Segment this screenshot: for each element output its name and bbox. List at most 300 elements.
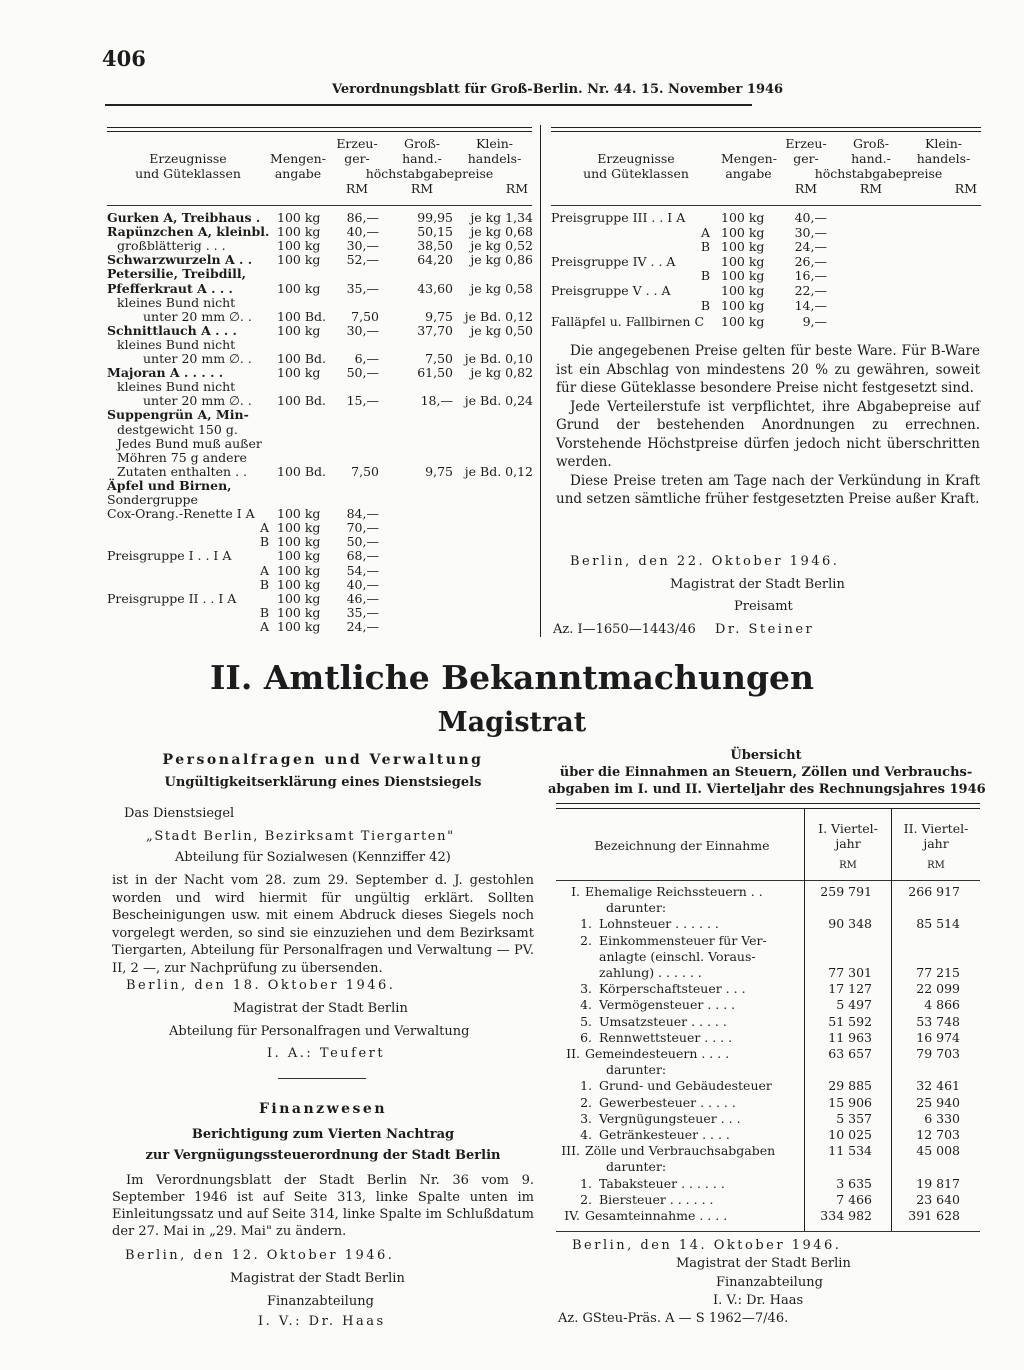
cell-q2: 16 974 <box>916 1029 960 1045</box>
cell-wholesale-price: 18,— <box>420 393 453 409</box>
cell-number: 1. <box>580 916 592 932</box>
table-row <box>556 1096 980 1110</box>
cell-q2: 23 640 <box>916 1191 960 1207</box>
col-header-span: höchstabgabepreise <box>365 166 494 181</box>
finanz-heading: Finanzwesen <box>258 1101 388 1117</box>
page-header: Verordnungsblatt für Groß-Berlin. Nr. 44. 15. November 1946 <box>332 82 784 97</box>
personal-body <box>112 872 534 977</box>
note-paragraph: Diese Preise treten am Tage nach der Verkündung in Kraft und setzen sämtliche früher festgesetzten Preise außer Kraft. <box>556 472 980 507</box>
cell-wholesale-price: 38,50 <box>417 238 453 254</box>
cell-producer-price: 46,— <box>346 590 379 606</box>
cell-number: 1. <box>580 1175 592 1191</box>
cell-label: anlagte (einschl. Voraus- <box>599 949 756 964</box>
table-row <box>556 917 980 931</box>
cell-quantity: 100 Bd. <box>277 351 326 366</box>
signature-dept: Abteilung für Personalfragen und Verwaltung <box>169 1024 470 1039</box>
table-row <box>107 465 537 479</box>
cell-product: kleines Bund nicht <box>117 379 236 395</box>
date-line: Berlin, den 22. Oktober 1946. <box>570 554 840 569</box>
cell-product: unter 20 mm ∅. . <box>143 351 252 366</box>
cell-product: destgewicht 150 g. <box>117 421 238 437</box>
rule <box>556 808 980 809</box>
cell-producer-price: 30,— <box>346 238 379 254</box>
table-row <box>107 338 537 352</box>
col-header-producer: Erzeu- ger- <box>785 136 827 166</box>
cell-product: B <box>700 297 710 313</box>
cell-q1: 77 301 <box>828 965 872 980</box>
right-table-top-rule <box>551 127 981 128</box>
finanz-sub1: Berichtigung zum Vierten Nachtrag <box>191 1127 455 1142</box>
table-row <box>556 1193 980 1207</box>
cell-label: Ehemalige Reichssteuern . . <box>585 885 763 899</box>
note-paragraph: Jede Verteilerstufe ist verpflichtet, ihre Abgabepreise auf Grund der bestehenden Anordnungen zu errechnen. Vorstehende Höchstpreise dürfen jedoch nicht überschritten werden. <box>556 398 980 470</box>
cell-quantity: 100 kg <box>277 224 321 240</box>
cell-label: darunter: <box>606 1160 667 1175</box>
date-line: Berlin, den 14. Oktober 1946. <box>572 1238 842 1253</box>
cell-wholesale-price: 43,60 <box>417 280 453 296</box>
reference-number: Az. GSteu-Präs. A — S 1962—7/46. <box>558 1311 789 1326</box>
cell-label: Biersteuer . . . . . . <box>599 1192 714 1207</box>
col-header-retail: Klein- handels- <box>916 136 971 166</box>
cell-product: Äpfel und Birnen, <box>107 477 232 493</box>
cell-retail-price: je Bd. 0,10 <box>464 351 533 366</box>
cell-retail-price: je kg 0,58 <box>470 280 533 296</box>
divider <box>278 1078 366 1079</box>
cell-product: großblätterig . . . <box>117 238 226 254</box>
cell-producer-price: 9,— <box>802 314 827 330</box>
cell-quantity: 100 kg <box>277 210 321 225</box>
cell-quantity: 100 kg <box>721 224 765 240</box>
table-row <box>551 255 981 269</box>
cell-quantity: 100 kg <box>721 297 765 313</box>
rule <box>556 880 980 881</box>
cell-product: Preisgruppe V . . A <box>551 283 671 298</box>
rule <box>556 803 980 804</box>
cell-producer-price: 30,— <box>794 224 827 240</box>
cell-number: 2. <box>580 1191 592 1207</box>
cell-quantity: 100 kg <box>277 322 321 338</box>
cell-number: 2. <box>580 1094 592 1110</box>
table-row <box>551 315 981 329</box>
section-subtitle: Magistrat <box>437 707 587 738</box>
cell-label: darunter: <box>606 901 667 916</box>
table-row <box>107 507 537 521</box>
cell-q1: 334 982 <box>820 1208 872 1223</box>
cell-product: Preisgruppe II . . I A <box>107 590 237 606</box>
cell-product: Preisgruppe IV . . A <box>551 253 676 269</box>
cell-retail-price: je kg 0,50 <box>470 322 533 338</box>
cell-q2: 391 628 <box>908 1208 960 1223</box>
table-row <box>556 982 980 996</box>
cell-q1: 11 963 <box>828 1029 872 1045</box>
cell-retail-price: je kg 0,82 <box>470 365 533 381</box>
table-row <box>107 296 537 310</box>
cell-number: 5. <box>580 1013 592 1029</box>
table-row <box>107 282 537 296</box>
table-row <box>556 998 980 1012</box>
cell-product: Preisgruppe I . . I A <box>107 548 232 564</box>
cell-quantity: 100 kg <box>277 534 321 550</box>
cell-retail-price: je Bd. 0,12 <box>464 308 533 324</box>
column-divider <box>540 125 541 637</box>
cell-q1: 29 885 <box>828 1078 872 1094</box>
cell-q2: 4 866 <box>924 997 960 1013</box>
section-title: II. Amtliche Bekanntmachungen <box>209 658 815 697</box>
cell-label: darunter: <box>606 1063 667 1078</box>
cell-quantity: 100 Bd. <box>277 463 326 479</box>
cell-retail-price: je kg 0,68 <box>470 224 533 240</box>
table-row <box>107 211 537 225</box>
cell-wholesale-price: 9,75 <box>425 463 453 479</box>
cell-number: 3. <box>580 981 592 997</box>
table-row <box>556 1015 980 1029</box>
cell-number: 2. <box>580 932 592 948</box>
cell-producer-price: 16,— <box>794 268 827 284</box>
overview-title: Übersicht <box>730 748 802 763</box>
col-header-q2: II. Viertel- jahr <box>903 821 969 851</box>
cell-product: Möhren 75 g andere <box>117 449 247 465</box>
cell-product: B <box>259 534 269 550</box>
cell-producer-price: 52,— <box>346 252 379 268</box>
cell-producer-price: 7,50 <box>351 308 379 324</box>
cell-quantity: 100 kg <box>721 314 765 330</box>
cell-label: zahlung) . . . . . . <box>599 966 702 980</box>
cell-product: Schnittlauch A . . . <box>107 322 237 338</box>
cell-product: A <box>259 562 269 578</box>
personal-heading: Personalfragen und Verwaltung <box>162 752 484 768</box>
table-row <box>556 901 980 915</box>
cell-q1: 15 906 <box>828 1094 872 1110</box>
table-row <box>107 606 537 620</box>
cell-q1: 63 657 <box>828 1046 872 1061</box>
table-row <box>556 1047 980 1061</box>
cell-label: Gemeindesteuern . . . . <box>585 1047 730 1061</box>
cell-product: unter 20 mm ∅. . <box>143 393 252 409</box>
cell-wholesale-price: 37,70 <box>417 322 453 338</box>
cell-producer-price: 7,50 <box>351 463 379 479</box>
table-row <box>107 267 537 281</box>
cell-producer-price: 86,— <box>346 210 379 225</box>
cell-producer-price: 26,— <box>794 253 827 269</box>
cell-product: Sondergruppe <box>107 492 198 507</box>
col-unit: RM <box>954 181 977 196</box>
table-row <box>107 423 537 437</box>
seal-intro: Das Dienstsiegel <box>124 806 235 821</box>
overview-title-3: abgaben im I. und II. Vierteljahr des Rechnungsjahres 1946 <box>548 782 986 797</box>
cell-label: Lohnsteuer . . . . . . <box>599 917 719 932</box>
cell-number: III. <box>561 1143 580 1159</box>
cell-product: A <box>259 520 269 536</box>
cell-q2: 19 817 <box>916 1175 960 1191</box>
price-notes <box>556 342 980 509</box>
table-row <box>107 253 537 267</box>
table-row <box>107 521 537 535</box>
col-header-q1: I. Viertel- jahr <box>818 821 878 851</box>
table-row <box>107 451 537 465</box>
body-text: Im Verordnungsblatt der Stadt Berlin Nr. 36 vom 9. September 1946 ist auf Seite 313, linke Spalte unten im Einleitungssatz und auf Seite 314, linke Spalte im Schlußdatum der 27. Mai in „29. Mai" zu ändern. <box>112 1173 534 1239</box>
cell-number: 4. <box>580 997 592 1013</box>
cell-wholesale-price: 99,95 <box>417 210 453 225</box>
table-row <box>556 1063 980 1077</box>
cell-producer-price: 40,— <box>794 210 827 225</box>
signer: Dr. Steiner <box>715 622 815 637</box>
signer: I. A.: Teufert <box>267 1046 386 1061</box>
col-header-producer: Erzeu- ger- <box>336 136 378 166</box>
cell-q1: 11 534 <box>828 1143 872 1159</box>
date-line: Berlin, den 18. Oktober 1946. <box>126 978 396 993</box>
col-header-products: Erzeugnisse und Güteklassen <box>583 151 689 181</box>
cell-q2: 22 099 <box>916 981 960 997</box>
cell-producer-price: 35,— <box>346 280 379 296</box>
col-header-quantity: Mengen- angabe <box>270 151 326 181</box>
cell-q1: 51 592 <box>828 1013 872 1029</box>
cell-number: II. <box>566 1046 580 1061</box>
cell-q2: 45 008 <box>916 1143 960 1159</box>
cell-q1: 17 127 <box>828 981 872 997</box>
cell-q2: 266 917 <box>908 884 960 899</box>
cell-producer-price: 14,— <box>794 297 827 313</box>
table-row <box>107 578 537 592</box>
col-header-label: Bezeichnung der Einnahme <box>594 838 770 853</box>
cell-number: 1. <box>580 1078 592 1094</box>
table-row <box>107 493 537 507</box>
col-header-retail: Klein- handels- <box>467 136 522 166</box>
cell-quantity: 100 kg <box>277 604 321 620</box>
col-header-wholesale: Groß- hand.- <box>851 136 891 166</box>
table-row <box>107 366 537 380</box>
right-table-head-rule <box>551 205 981 206</box>
cell-q1: 90 348 <box>828 916 872 932</box>
cell-product: Suppengrün A, Min- <box>107 407 249 423</box>
reference-number: Az. I—1650—1443/46 <box>553 622 696 637</box>
cell-producer-price: 24,— <box>794 239 827 255</box>
col-unit: RM <box>859 181 883 196</box>
col-unit: RM <box>839 860 857 871</box>
cell-number: 3. <box>580 1110 592 1126</box>
cell-producer-price: 84,— <box>346 506 379 522</box>
cell-producer-price: 40,— <box>346 224 379 240</box>
cell-quantity: 100 kg <box>277 576 321 592</box>
cell-label: Tabaksteuer . . . . . . <box>599 1176 725 1191</box>
cell-product: Preisgruppe III . . I A <box>551 210 686 225</box>
signer: I. V.: Dr. Haas <box>713 1293 804 1308</box>
cell-quantity: 100 kg <box>277 562 321 578</box>
date-line: Berlin, den 12. Oktober 1946. <box>125 1248 395 1263</box>
cell-wholesale-price: 7,50 <box>425 351 453 366</box>
cell-product: Pfefferkraut A . . . <box>107 280 233 296</box>
cell-retail-price: je Bd. 0,24 <box>464 393 533 409</box>
table-row <box>551 211 981 225</box>
table-row <box>556 950 980 964</box>
cell-q2: 12 703 <box>916 1127 960 1142</box>
cell-product: kleines Bund nicht <box>117 294 236 310</box>
cell-product: B <box>259 576 269 592</box>
header-rule <box>105 104 752 106</box>
cell-product: Rapünzchen A, kleinbl. <box>107 224 270 240</box>
table-row <box>107 564 537 578</box>
cell-retail-price: je kg 1,34 <box>470 210 533 225</box>
rule <box>556 1231 980 1232</box>
table-row <box>107 620 537 634</box>
cell-quantity: 100 kg <box>277 548 321 564</box>
cell-q1: 5 357 <box>836 1110 872 1126</box>
cell-product: Cox-Orang.-Renette I A <box>107 506 255 522</box>
cell-product: B <box>700 239 710 255</box>
cell-q2: 85 514 <box>916 916 960 932</box>
page-number: 406 <box>102 46 146 71</box>
table-row <box>556 1209 980 1223</box>
cell-producer-price: 70,— <box>346 520 379 536</box>
cell-q2: 25 940 <box>916 1094 960 1110</box>
cell-q2: 6 330 <box>924 1110 960 1126</box>
signature-org: Magistrat der Stadt Berlin <box>676 1256 851 1271</box>
table-row <box>556 1031 980 1045</box>
col-unit: RM <box>410 181 434 196</box>
cell-label: Vergnügungsteuer . . . <box>599 1111 741 1126</box>
table-row <box>551 240 981 254</box>
cell-quantity: 100 Bd. <box>277 393 326 409</box>
cell-quantity: 100 kg <box>721 239 765 255</box>
cell-producer-price: 54,— <box>346 562 379 578</box>
cell-product: Majoran A . . . . . <box>107 365 224 381</box>
table-row <box>551 269 981 283</box>
table-row <box>107 394 537 408</box>
cell-retail-price: je kg 0,52 <box>470 238 533 254</box>
table-row <box>556 1128 980 1142</box>
cell-label: Gewerbesteuer . . . . . <box>599 1095 736 1110</box>
signature-org: Magistrat der Stadt Berlin <box>230 1271 405 1286</box>
table-row <box>107 239 537 253</box>
left-table-top-rule2 <box>107 131 532 132</box>
cell-q2: 32 461 <box>916 1078 960 1094</box>
cell-label: Zölle und Verbrauchsabgaben <box>585 1144 776 1159</box>
cell-quantity: 100 kg <box>721 253 765 269</box>
table-row <box>551 299 981 313</box>
table-row <box>107 352 537 366</box>
cell-quantity: 100 kg <box>277 590 321 606</box>
table-row <box>107 592 537 606</box>
cell-product: B <box>259 604 269 620</box>
cell-number: I. <box>571 884 580 899</box>
seal-text: „Stadt Berlin, Bezirksamt Tiergarten" <box>146 829 455 844</box>
cell-label: Einkommensteuer für Ver- <box>599 933 767 948</box>
cell-quantity: 100 kg <box>721 283 765 298</box>
cell-label: Vermögensteuer . . . . <box>599 998 736 1013</box>
cell-product: unter 20 mm ∅. . <box>143 308 252 324</box>
cell-product: Falläpfel u. Fallbirnen C <box>551 314 705 330</box>
cell-producer-price: 24,— <box>346 618 379 634</box>
signer: I. V.: Dr. Haas <box>258 1314 386 1329</box>
table-row <box>556 1112 980 1126</box>
finanz-body <box>112 1172 534 1240</box>
cell-product: A <box>700 224 710 240</box>
cell-quantity: 100 kg <box>721 268 765 284</box>
cell-q1: 259 791 <box>820 884 872 899</box>
table-row <box>107 310 537 324</box>
table-row <box>107 380 537 394</box>
cell-q2: 53 748 <box>916 1013 960 1029</box>
col-header-quantity: Mengen- angabe <box>721 151 777 181</box>
table-row <box>551 226 981 240</box>
cell-number: IV. <box>564 1208 580 1223</box>
cell-quantity: 100 kg <box>277 506 321 522</box>
col-unit: RM <box>345 181 369 196</box>
cell-producer-price: 40,— <box>346 576 379 592</box>
signature-org: Magistrat der Stadt Berlin <box>233 1001 408 1016</box>
cell-wholesale-price: 50,15 <box>417 224 453 240</box>
cell-producer-price: 15,— <box>346 393 379 409</box>
cell-label: Grund- und Gebäudesteuer <box>599 1079 772 1094</box>
cell-quantity: 100 kg <box>721 210 765 225</box>
table-row <box>107 535 537 549</box>
personal-subheading: Ungültigkeitserklärung eines Dienstsiegels <box>164 775 482 790</box>
table-row <box>556 1160 980 1174</box>
table-row <box>556 966 980 980</box>
cell-product: Petersilie, Treibdill, <box>107 266 247 282</box>
cell-q1: 10 025 <box>828 1127 872 1142</box>
table-row <box>107 225 537 239</box>
note-paragraph: Die angegebenen Preise gelten für beste Ware. Für B-Ware ist ein Abschlag von mindestens 20 % zu gewähren, soweit für diese Güteklasse besondere Preise nicht festgesetzt sind. <box>556 343 980 396</box>
right-table-top-rule2 <box>551 131 981 132</box>
cell-q1: 3 635 <box>836 1175 872 1191</box>
table-row <box>107 549 537 563</box>
cell-product: Jedes Bund muß außer <box>117 435 262 451</box>
cell-label: Getränkesteuer . . . . <box>599 1128 730 1142</box>
signature-dept: Preisamt <box>734 599 793 614</box>
table-row <box>107 437 537 451</box>
cell-retail-price: je Bd. 0,12 <box>464 463 533 479</box>
cell-product: A <box>259 618 269 634</box>
cell-producer-price: 6,— <box>354 351 379 366</box>
cell-number: 4. <box>580 1127 592 1142</box>
col-unit: RM <box>927 860 945 871</box>
cell-product: B <box>700 268 710 284</box>
table-row <box>556 934 980 948</box>
cell-quantity: 100 kg <box>277 365 321 381</box>
finanz-sub2: zur Vergnügungssteuerordnung der Stadt Berlin <box>145 1148 501 1163</box>
signature-org: Magistrat der Stadt Berlin <box>670 577 845 592</box>
table-row <box>107 408 537 422</box>
cell-wholesale-price: 64,20 <box>417 252 453 268</box>
table-row <box>107 324 537 338</box>
cell-producer-price: 30,— <box>346 322 379 338</box>
cell-q2: 79 703 <box>916 1046 960 1061</box>
cell-wholesale-price: 61,50 <box>417 365 453 381</box>
cell-producer-price: 68,— <box>346 548 379 564</box>
col-header-span: höchstabgabepreise <box>814 166 943 181</box>
overview-title-2: über die Einnahmen an Steuern, Zöllen und Verbrauchs- <box>559 765 973 780</box>
signature-dept: Finanzabteilung <box>267 1294 374 1309</box>
cell-quantity: 100 kg <box>277 618 321 634</box>
cell-producer-price: 35,— <box>346 604 379 620</box>
cell-number: 6. <box>580 1029 592 1045</box>
cell-quantity: 100 Bd. <box>277 308 326 324</box>
cell-q1: 7 466 <box>836 1191 872 1207</box>
left-table-head-rule <box>107 205 532 206</box>
cell-quantity: 100 kg <box>277 252 321 268</box>
cell-quantity: 100 kg <box>277 280 321 296</box>
signature-dept: Finanzabteilung <box>716 1275 823 1290</box>
cell-product: Gurken A, Treibhaus . <box>107 210 261 225</box>
cell-q2: 77 215 <box>916 965 960 980</box>
table-row <box>107 479 537 493</box>
left-table-top-rule <box>107 127 532 128</box>
cell-product: Schwarzwurzeln A . . <box>107 252 253 268</box>
cell-label: Körperschaftsteuer . . . <box>599 982 746 997</box>
cell-wholesale-price: 9,75 <box>425 308 453 324</box>
col-unit: RM <box>505 181 528 196</box>
cell-label: Gesamteinnahme . . . . <box>585 1209 728 1223</box>
